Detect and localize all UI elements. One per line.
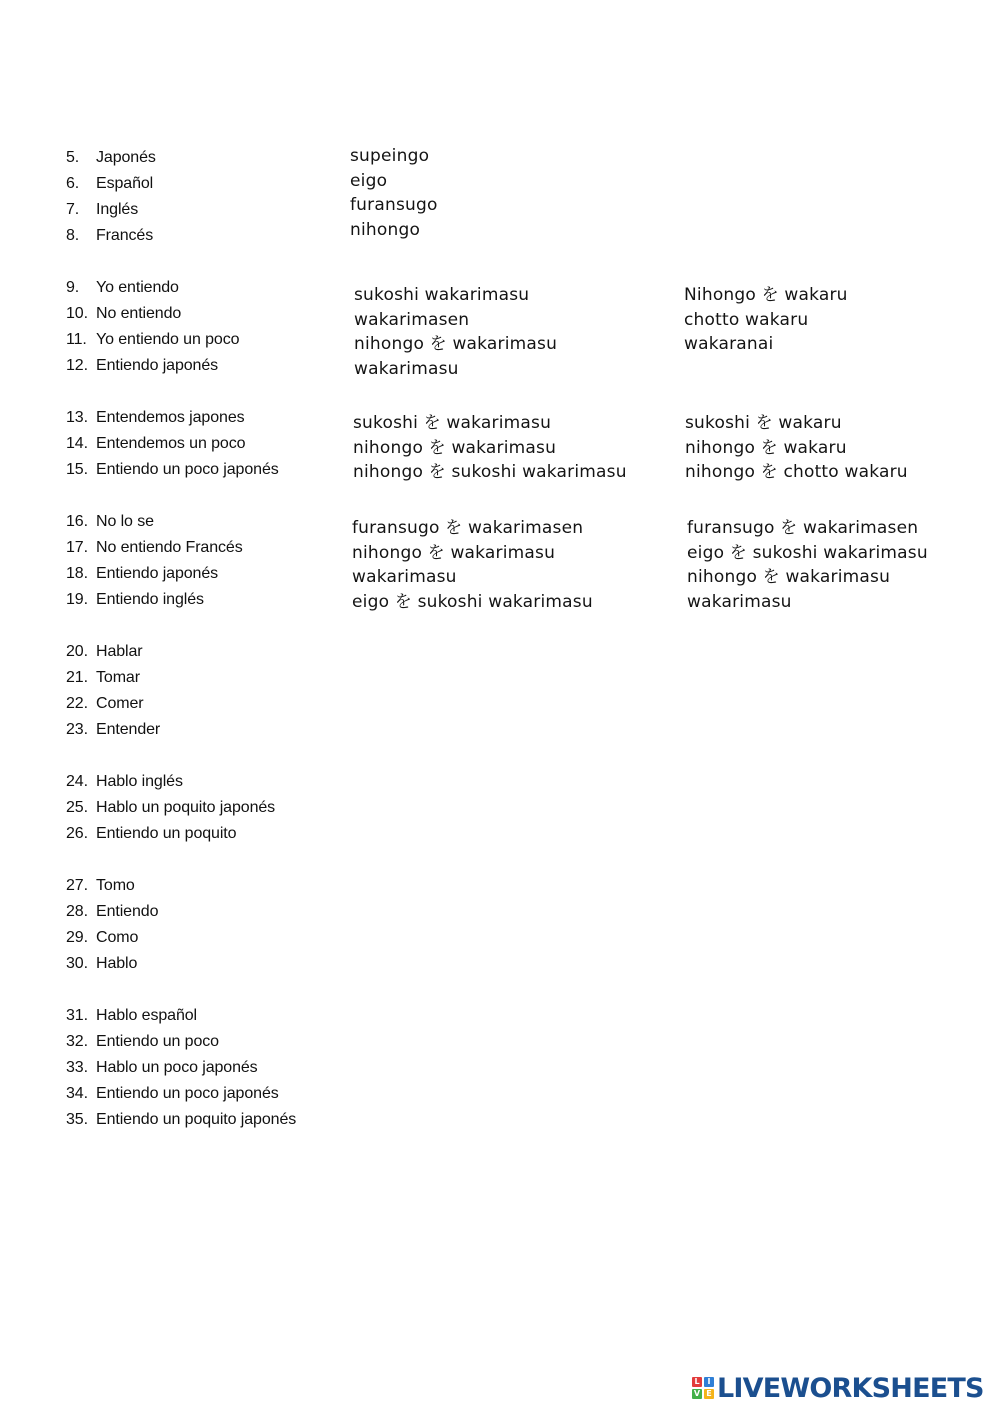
question-number: 13.	[66, 409, 88, 426]
question-number: 7.	[66, 201, 80, 218]
question-text: Entiendo un poquito	[96, 825, 237, 842]
question-text: Hablo	[96, 955, 138, 972]
question-item	[66, 665, 140, 691]
question-number: 33.	[66, 1059, 88, 1076]
answer-option: nihongo を wakaru	[685, 438, 847, 458]
question-text: Hablo un poquito japonés	[96, 799, 276, 816]
question-item	[66, 951, 137, 977]
question-text: Entiendo inglés	[96, 591, 204, 608]
answer-option: wakarimasu	[354, 359, 459, 379]
question-text: No entiendo	[96, 305, 182, 322]
question-item	[66, 223, 153, 249]
answer-option: furansugo を wakarimasen	[352, 518, 584, 538]
answer-option: wakarimasen	[354, 310, 470, 330]
logo-mark-l: L	[692, 1377, 702, 1387]
question-number: 30.	[66, 955, 88, 972]
question-number: 32.	[66, 1033, 88, 1050]
question-text: Hablo español	[96, 1007, 197, 1024]
answer-option: sukoshi wakarimasu	[354, 285, 530, 305]
question-number: 34.	[66, 1085, 88, 1102]
question-text: Entiendo japonés	[96, 565, 219, 582]
question-number: 8.	[66, 227, 80, 244]
question-number: 18.	[66, 565, 88, 582]
question-text: Inglés	[96, 201, 139, 218]
question-item	[66, 795, 275, 821]
question-item	[66, 561, 218, 587]
question-number: 16.	[66, 513, 88, 530]
question-text: Entiendo un poco japonés	[96, 461, 279, 478]
question-item	[66, 275, 179, 301]
question-text: Japonés	[96, 149, 156, 166]
question-number: 19.	[66, 591, 88, 608]
question-item	[66, 509, 154, 535]
question-item	[66, 145, 156, 171]
question-number: 14.	[66, 435, 88, 452]
question-text: Entender	[96, 721, 161, 738]
question-text: Entendemos japones	[96, 409, 245, 426]
answer-option: wakarimasu	[352, 567, 457, 587]
question-text: Hablar	[96, 643, 143, 660]
question-text: Comer	[96, 695, 144, 712]
question-text: Entiendo un poco	[96, 1033, 219, 1050]
question-number: 31.	[66, 1007, 88, 1024]
question-item	[66, 1107, 296, 1133]
question-number: 15.	[66, 461, 88, 478]
question-item	[66, 353, 218, 379]
question-item	[66, 587, 204, 613]
question-number: 25.	[66, 799, 88, 816]
question-text: Hablo un poco japonés	[96, 1059, 258, 1076]
question-number: 24.	[66, 773, 88, 790]
question-item	[66, 1055, 258, 1081]
question-number: 21.	[66, 669, 88, 686]
question-text: Entendemos un poco	[96, 435, 246, 452]
answer-option: nihongo を chotto wakaru	[685, 462, 908, 482]
answer-option: nihongo を wakarimasu	[687, 567, 891, 587]
question-number: 10.	[66, 305, 88, 322]
answer-option: eigo を sukoshi wakarimasu	[352, 592, 593, 612]
answer-option: nihongo を wakarimasu	[354, 334, 558, 354]
answer-option: nihongo	[350, 220, 421, 240]
answer-option: nihongo を wakarimasu	[352, 543, 556, 563]
question-text: Entiendo japonés	[96, 357, 219, 374]
question-number: 35.	[66, 1111, 88, 1128]
question-item	[66, 821, 236, 847]
question-text: Yo entiendo un poco	[96, 331, 240, 348]
question-item	[66, 197, 138, 223]
question-number: 27.	[66, 877, 88, 894]
question-number: 9.	[66, 279, 80, 296]
question-number: 29.	[66, 929, 88, 946]
question-number: 20.	[66, 643, 88, 660]
logo-mark-i: I	[704, 1377, 714, 1387]
logo-text: LIVEWORKSHEETS	[717, 1372, 984, 1404]
question-text: Entiendo un poquito japonés	[96, 1111, 297, 1128]
answer-option: sukoshi を wakaru	[685, 413, 842, 433]
question-text: No lo se	[96, 513, 154, 530]
question-item	[66, 1029, 219, 1055]
answer-option: nihongo を wakarimasu	[353, 438, 557, 458]
question-item	[66, 769, 183, 795]
question-number: 26.	[66, 825, 88, 842]
question-text: Entiendo un poco japonés	[96, 1085, 279, 1102]
question-text: Tomar	[96, 669, 140, 686]
answer-option: chotto wakaru	[684, 310, 809, 330]
question-number: 17.	[66, 539, 88, 556]
answer-option: furansugo を wakarimasen	[687, 518, 919, 538]
question-text: Francés	[96, 227, 154, 244]
question-item	[66, 327, 239, 353]
question-item	[66, 639, 143, 665]
question-item	[66, 925, 138, 951]
question-text: Español	[96, 175, 154, 192]
answer-option: eigo	[350, 171, 388, 191]
question-item	[66, 1081, 279, 1107]
question-item	[66, 457, 279, 483]
answer-option: sukoshi を wakarimasu	[353, 413, 552, 433]
answer-option: supeingo	[350, 146, 430, 166]
question-item	[66, 431, 245, 457]
answer-option: Nihongo を wakaru	[684, 285, 848, 305]
question-item	[66, 899, 158, 925]
question-number: 23.	[66, 721, 88, 738]
question-number: 11.	[66, 331, 87, 348]
question-text: Entiendo	[96, 903, 159, 920]
question-text: Yo entiendo	[96, 279, 179, 296]
answer-option: wakaranai	[684, 334, 774, 354]
answer-option: nihongo を sukoshi wakarimasu	[353, 462, 627, 482]
answer-option: wakarimasu	[687, 592, 792, 612]
question-text: Tomo	[96, 877, 135, 894]
logo-mark-icon	[692, 1377, 714, 1399]
question-number: 28.	[66, 903, 88, 920]
answer-option: furansugo	[350, 195, 438, 215]
logo-mark-e: E	[704, 1389, 714, 1399]
question-number: 5.	[66, 149, 80, 166]
question-number: 6.	[66, 175, 80, 192]
question-item	[66, 873, 135, 899]
question-item	[66, 717, 160, 743]
answer-option: eigo を sukoshi wakarimasu	[687, 543, 928, 563]
question-item	[66, 171, 153, 197]
question-item	[66, 535, 243, 561]
question-item	[66, 405, 245, 431]
question-item	[66, 1003, 197, 1029]
question-item	[66, 691, 144, 717]
question-number: 22.	[66, 695, 88, 712]
liveworksheets-logo	[692, 1371, 984, 1405]
question-text: Hablo inglés	[96, 773, 183, 790]
question-text: No entiendo Francés	[96, 539, 243, 556]
question-text: Como	[96, 929, 139, 946]
question-number: 12.	[66, 357, 88, 374]
logo-mark-v: V	[693, 1389, 701, 1398]
question-item	[66, 301, 181, 327]
